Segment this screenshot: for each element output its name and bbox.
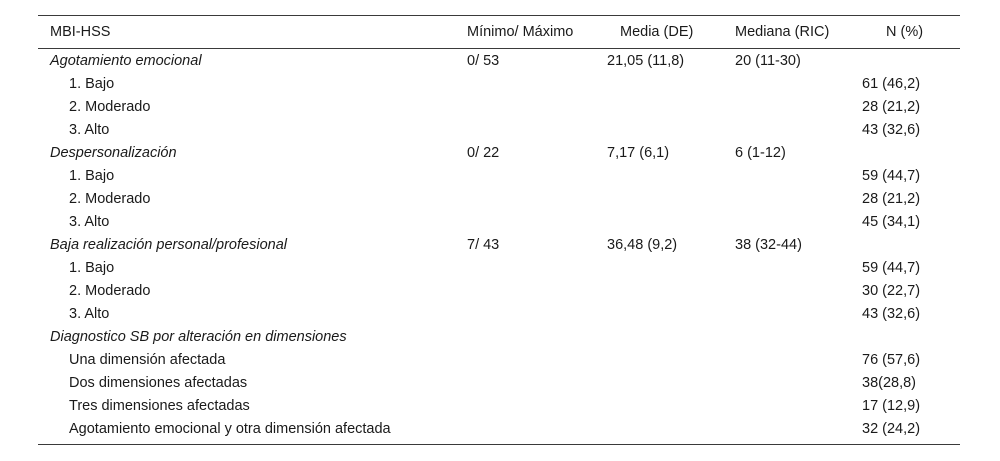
row-label: 3. Alto [69, 122, 110, 138]
cell-media: 36,48 (9,2) [607, 237, 678, 253]
row-label: 1. Bajo [69, 168, 115, 184]
table-row [38, 165, 960, 188]
header-min-max: Mínimo/ Máximo [467, 24, 574, 40]
cell-n-pct: 32 (24,2) [862, 421, 921, 437]
cell-min-max: 0/ 53 [467, 53, 500, 69]
row-label: 3. Alto [69, 214, 110, 230]
header-mediana: Mediana (RIC) [735, 24, 830, 40]
cell-mediana: 6 (1-12) [735, 145, 786, 161]
header-mbi-hss: MBI-HSS [50, 24, 111, 40]
cell-n-pct: 45 (34,1) [862, 214, 921, 230]
cell-media: 7,17 (6,1) [607, 145, 670, 161]
row-label: Despersonalización [50, 145, 177, 161]
table-row [38, 418, 960, 441]
table-row [38, 142, 960, 165]
row-label: 2. Moderado [69, 283, 151, 299]
cell-min-max: 0/ 22 [467, 145, 500, 161]
table-row [38, 349, 960, 372]
table-row [38, 96, 960, 119]
cell-n-pct: 61 (46,2) [862, 76, 921, 92]
row-label: 2. Moderado [69, 99, 151, 115]
row-label: Diagnostico SB por alteración en dimensiones [50, 329, 347, 345]
row-label: Agotamiento emocional [50, 53, 202, 69]
cell-n-pct: 38(28,8) [862, 375, 917, 391]
cell-n-pct: 59 (44,7) [862, 260, 921, 276]
table-body [38, 49, 960, 444]
table-row [38, 326, 960, 349]
table-row [38, 211, 960, 234]
cell-n-pct: 30 (22,7) [862, 283, 921, 299]
cell-n-pct: 28 (21,2) [862, 99, 921, 115]
row-label: Baja realización personal/profesional [50, 237, 287, 253]
row-label: Tres dimensiones afectadas [69, 398, 250, 414]
mbi-hss-table [38, 15, 960, 445]
table-header-row [38, 16, 960, 49]
row-label: Agotamiento emocional y otra dimensión afectada [69, 421, 391, 437]
row-label: 1. Bajo [69, 260, 115, 276]
table-row [38, 50, 960, 73]
cell-n-pct: 59 (44,7) [862, 168, 921, 184]
header-media: Media (DE) [620, 24, 694, 40]
cell-n-pct: 43 (32,6) [862, 306, 921, 322]
table-row [38, 280, 960, 303]
cell-n-pct: 43 (32,6) [862, 122, 921, 138]
cell-media: 21,05 (11,8) [607, 53, 685, 69]
row-label: 3. Alto [69, 306, 110, 322]
table-row [38, 188, 960, 211]
cell-mediana: 38 (32-44) [735, 237, 802, 253]
table-row [38, 395, 960, 418]
row-label: 1. Bajo [69, 76, 115, 92]
table-row [38, 119, 960, 142]
table-row [38, 257, 960, 280]
table-row [38, 234, 960, 257]
cell-min-max: 7/ 43 [467, 237, 500, 253]
cell-n-pct: 28 (21,2) [862, 191, 921, 207]
row-label: Una dimensión afectada [69, 352, 226, 368]
table-row [38, 73, 960, 96]
header-n-pct: N (%) [886, 24, 924, 40]
table-row [38, 372, 960, 395]
table-row [38, 303, 960, 326]
row-label: 2. Moderado [69, 191, 151, 207]
row-label: Dos dimensiones afectadas [69, 375, 248, 391]
cell-n-pct: 76 (57,6) [862, 352, 921, 368]
cell-mediana: 20 (11-30) [735, 53, 801, 69]
cell-n-pct: 17 (12,9) [862, 398, 921, 414]
